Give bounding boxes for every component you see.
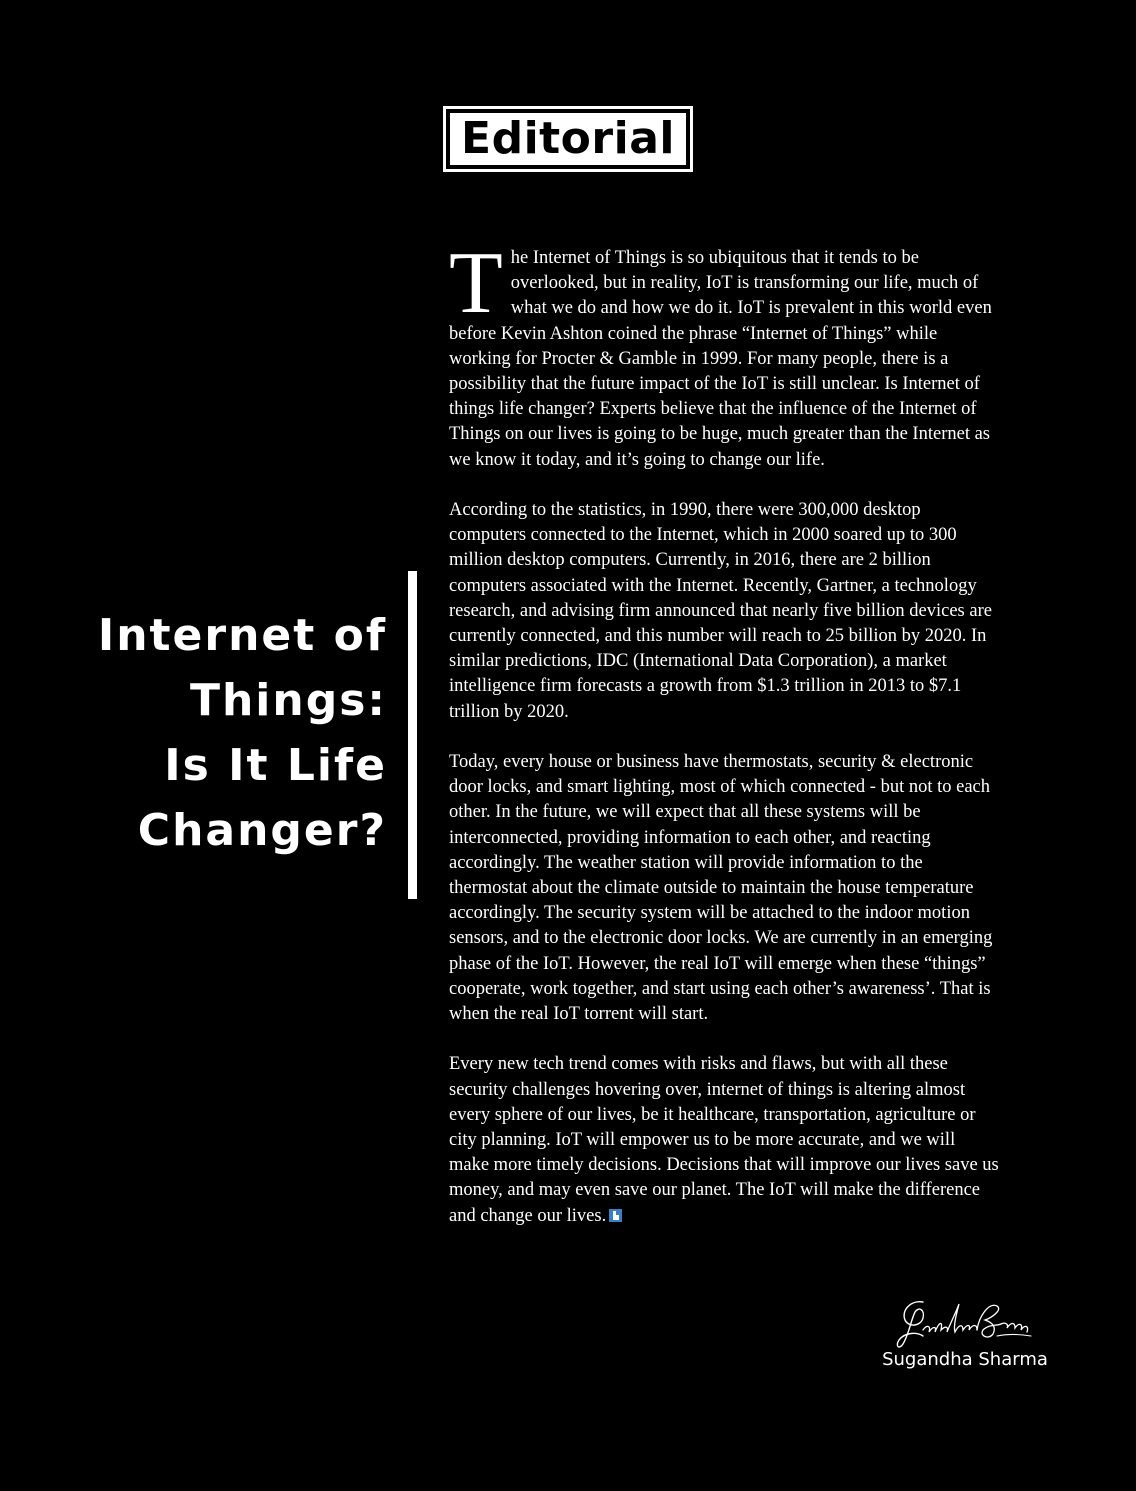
paragraph-1-text: he Internet of Things is so ubiquitous that it tends to be overlooked, but in reality, IoT is transforming our life, much of what we do and how we do it. IoT is prevalent in this world even before Kevin Ashton coined the phrase “Internet of Things” while working for Procter & Gamble in 1999. For many people, there is a possibility that the future impact of the IoT is still unclear. Is Internet of things life changer? Experts believe that the influence of the Internet of Things on our lives is going to be huge, much greater than the Internet as we know it today, and it’s going to change our life. [449,248,992,470]
section-label: Editorial [450,113,686,165]
author-name: Sugandha Sharma [882,1349,1048,1370]
article-paragraph-4 [449,1052,999,1228]
drop-cap: T [449,235,503,332]
article-headline [60,603,387,863]
headline-line-1: Internet of [97,610,387,661]
author-signature [893,1296,1035,1352]
headline-line-3: Is It Life [164,740,387,791]
section-badge [443,106,693,172]
article-paragraph-3: Today, every house or business have thermostats, security & electronic door locks, and smart lighting, most of which connected - but not to each other. In the future, we will expect that all these systems will be interconnected, providing information to each other, and reacting accordingly. The weather station will provide information to the thermostat about the climate outside to maintain the house temperature accordingly. The security system will be attached to the indoor motion sensors, and to the electronic door locks. We are currently in an emerging phase of the IoT. However, the real IoT will emerge when these “things” cooperate, work together, and start using each other’s awareness’. That is when the real IoT torrent will start. [449,752,993,1025]
headline-divider [408,571,417,899]
article-body [449,235,999,1254]
headline-line-4: Changer? [137,805,387,856]
headline-line-2: Things: [189,675,387,726]
paragraph-4-text: Every new tech trend comes with risks and flaws, but with all these security challenges hovering over, internet of things is altering almost every sphere of our lives, be it healthcare, transportation, agriculture or city planning. IoT will empower us to be more accurate, and we will make more timely decisions. Decisions that will improve our lives save us money, and may even save our planet. The IoT will make the difference and change our lives. [449,1054,999,1226]
end-of-article-icon [609,1209,622,1222]
article-paragraph-2: According to the statistics, in 1990, there were 300,000 desktop computers connected to the Internet, which in 2000 soared up to 300 million desktop computers. Currently, in 2016, there are 2 billion computers associated with the Internet. Recently, Gartner, a technology research, and advising firm announced that nearly five billion devices are currently connected, and this number will reach to 25 billion by 2020. In similar predictions, IDC (International Data Corporation), a market intelligence firm forecasts a growth from $1.3 trillion in 2013 to $7.1 trillion by 2020. [449,500,992,722]
article-paragraph-1 [449,235,999,473]
